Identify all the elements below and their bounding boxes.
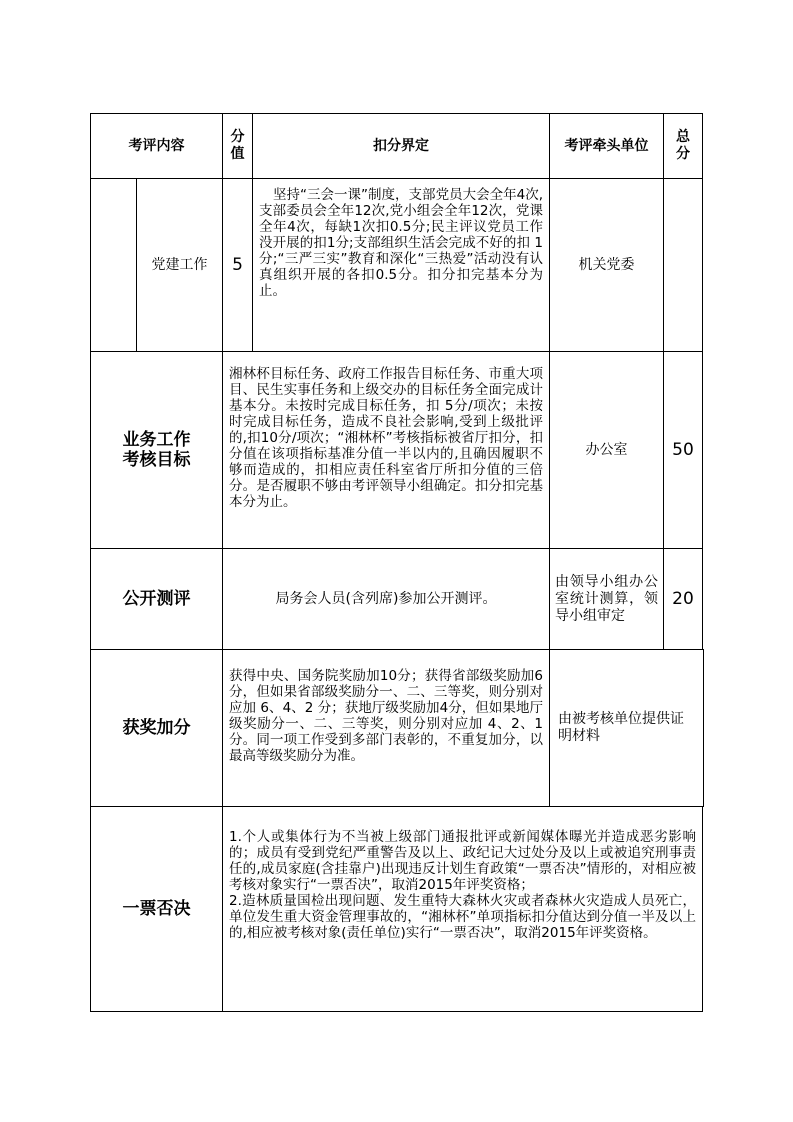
row-criteria: 湘林杯目标任务、政府工作报告目标任务、市重大项目、民生实事任务和上级交办的目标任务全面完成计基本分。未按时完成目标任务，扣 5分/项次；未按时完成目标任务，造成不良社会影响,受到上级批评的,扣10分/项次；“湘林杯”考核指标被省厅扣分，扣分值在该项指标基准分值一半以内的,且确因履职不够而造成的，扣相应责任科室省厅所扣分值的三倍分。是否履职不够由考评领导小组确定。扣分扣完基本分为止。 <box>222 351 550 549</box>
row-item: 党建工作 <box>136 178 223 352</box>
row-criteria: 获得中央、国务院奖励加10分；获得省部级奖励加6分，但如果省部级奖励分一、二、三等奖，则分别对应加 6、4、2 分；获地厅级奖励加4分，但如果地厅级奖励分一、二、三等奖，则分别对应加 4、2、1 分。同一项工作受到多部门表彰的，不重复加分，以最高等级奖励分为准。 <box>222 649 550 807</box>
row-lead-unit: 由领导小组办公室统计测算，领导小组审定 <box>549 548 664 650</box>
header-criteria: 扣分界定 <box>252 113 550 179</box>
row-total: 20 <box>663 548 703 650</box>
criteria-line: 1.个人或集体行为不当被上级部门通报批评或新闻媒体曝光并造成恶劣影响的；成员有受到党纪严重警告及以上、政纪记大过处分及以上或被追究刑事责任的,成员家庭(含挂靠户)出现违反计划生育政策“一票否决”情形的，对相应被考核对象实行“一票否决”，取消2015年评奖资格； <box>229 829 696 893</box>
row-score: 5 <box>222 178 253 352</box>
row-item: 公开测评 <box>90 548 223 650</box>
row-total <box>663 178 703 352</box>
row-lead-unit: 机关党委 <box>549 178 664 352</box>
header-total: 总分 <box>663 113 703 179</box>
row-item: 一票否决 <box>90 806 223 1012</box>
header-content: 考评内容 <box>90 113 223 179</box>
empty-cell <box>90 178 137 352</box>
header-score: 分值 <box>222 113 253 179</box>
row-total: 50 <box>663 351 703 549</box>
row-criteria <box>222 806 703 1012</box>
row-item: 获奖加分 <box>90 649 223 807</box>
row-item: 业务工作考核目标 <box>90 351 223 549</box>
criteria-line: 2.造林质量国检出现问题、发生重特大森林火灾或者森林火灾造成人员死亡，单位发生重大资金管理事故的，“湘林杯”单项指标扣分值达到分值一半及以上的,相应被考核对象(责任单位)实行“一票否决”，取消2015年评奖资格。 <box>229 893 696 941</box>
row-criteria: 坚持“三会一课”制度，支部党员大会全年4次,支部委员会全年12次,党小组会全年12次，党课全年4次，每缺1次扣0.5分;民主评议党员工作没开展的扣1分;支部组织生活会完成不好的扣 1 分;“三严三实”教育和深化“三热爱”活动没有认真组织开展的各扣0.5分。扣分扣完基本分为止。 <box>252 178 550 352</box>
row-criteria: 局务会人员(含列席)参加公开测评。 <box>222 548 550 650</box>
row-lead-unit: 由被考核单位提供证明材料 <box>549 649 704 807</box>
header-lead-unit: 考评牵头单位 <box>549 113 664 179</box>
row-lead-unit: 办公室 <box>549 351 664 549</box>
